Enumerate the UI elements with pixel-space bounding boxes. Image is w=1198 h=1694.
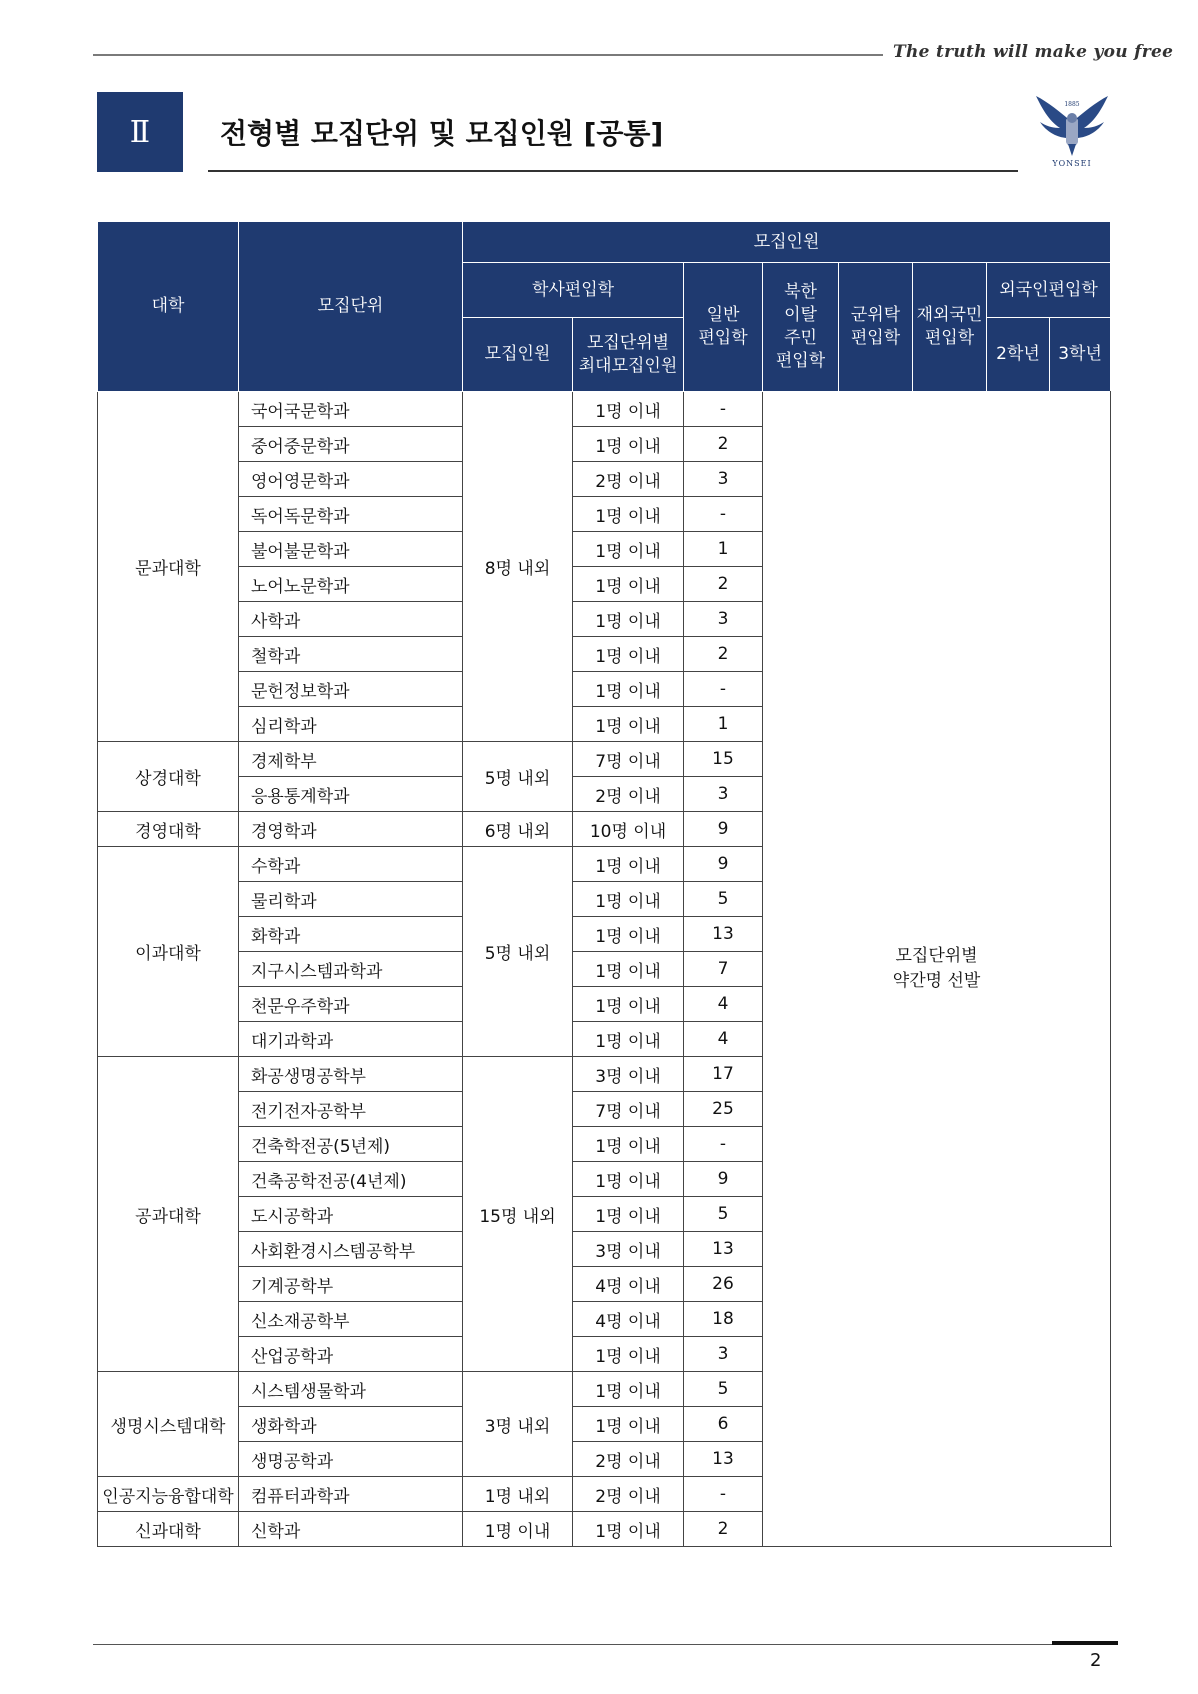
university-motto: The truth will make you free [893, 42, 1174, 62]
general-transfer-cell: 26 [684, 1267, 763, 1302]
bachelor-max-cell: 2명 이내 [573, 462, 684, 497]
unit-cell: 전기전자공학부 [239, 1092, 463, 1127]
general-transfer-cell: 2 [684, 1512, 763, 1547]
general-transfer-cell: 5 [684, 1197, 763, 1232]
bachelor-max-cell: 1명 이내 [573, 987, 684, 1022]
bachelor-count-cell: 1명 이내 [463, 1512, 573, 1547]
bachelor-max-cell: 2명 이내 [573, 1477, 684, 1512]
page-number: 2 [1090, 1650, 1102, 1671]
bachelor-max-cell: 1명 이내 [573, 637, 684, 672]
general-transfer-cell: 3 [684, 777, 763, 812]
general-transfer-cell: 13 [684, 1232, 763, 1267]
header-nk-defector-transfer: 북한 이탈 주민 편입학 [763, 263, 839, 392]
general-transfer-cell: 7 [684, 952, 763, 987]
bachelor-count-cell: 6명 내외 [463, 812, 573, 847]
bachelor-max-cell: 4명 이내 [573, 1302, 684, 1337]
bachelor-max-cell: 1명 이내 [573, 497, 684, 532]
general-transfer-cell: 9 [684, 847, 763, 882]
unit-cell: 심리학과 [239, 707, 463, 742]
bachelor-max-cell: 1명 이내 [573, 1512, 684, 1547]
header-general-transfer: 일반 편입학 [684, 263, 763, 392]
bachelor-max-cell: 1명 이내 [573, 1022, 684, 1057]
unit-cell: 천문우주학과 [239, 987, 463, 1022]
unit-cell: 수학과 [239, 847, 463, 882]
header-foreign-transfer: 외국인편입학 [987, 263, 1111, 318]
college-cell: 공과대학 [98, 1057, 239, 1372]
unit-cell: 대기과학과 [239, 1022, 463, 1057]
unit-cell: 중어중문학과 [239, 427, 463, 462]
unit-cell: 건축학전공(5년제) [239, 1127, 463, 1162]
bachelor-max-cell: 1명 이내 [573, 1127, 684, 1162]
bachelor-max-cell: 4명 이내 [573, 1267, 684, 1302]
header-rule [93, 54, 883, 56]
title-underline [208, 170, 1018, 172]
header-overseas-transfer: 재외국민 편입학 [913, 263, 987, 392]
bachelor-max-cell: 2명 이내 [573, 1442, 684, 1477]
bachelor-max-cell: 1명 이내 [573, 952, 684, 987]
bachelor-count-cell: 8명 내외 [463, 392, 573, 742]
bachelor-max-cell: 1명 이내 [573, 672, 684, 707]
unit-cell: 지구시스템과학과 [239, 952, 463, 987]
unit-cell: 산업공학과 [239, 1337, 463, 1372]
unit-cell: 철학과 [239, 637, 463, 672]
header-grade-2: 2학년 [987, 318, 1050, 392]
unit-cell: 물리학과 [239, 882, 463, 917]
table-row [98, 392, 1111, 427]
unit-cell: 시스템생물학과 [239, 1372, 463, 1407]
merged-note-cell: 모집단위별 약간명 선발 [763, 392, 1111, 1547]
general-transfer-cell: 17 [684, 1057, 763, 1092]
unit-cell: 사학과 [239, 602, 463, 637]
footer-rule [93, 1644, 1115, 1645]
unit-cell: 사회환경시스템공학부 [239, 1232, 463, 1267]
unit-cell: 도시공학과 [239, 1197, 463, 1232]
recruitment-table [97, 221, 1111, 1547]
college-cell: 이과대학 [98, 847, 239, 1057]
unit-cell: 생화학과 [239, 1407, 463, 1442]
section-title: 전형별 모집단위 및 모집인원 [공통] [220, 117, 664, 150]
unit-cell: 화학과 [239, 917, 463, 952]
general-transfer-cell: 6 [684, 1407, 763, 1442]
general-transfer-cell: 13 [684, 917, 763, 952]
bachelor-max-cell: 1명 이내 [573, 602, 684, 637]
unit-cell: 경제학부 [239, 742, 463, 777]
bachelor-max-cell: 1명 이내 [573, 427, 684, 462]
general-transfer-cell: 9 [684, 812, 763, 847]
bachelor-max-cell: 1명 이내 [573, 1162, 684, 1197]
unit-cell: 컴퓨터과학과 [239, 1477, 463, 1512]
general-transfer-cell: 2 [684, 427, 763, 462]
bachelor-count-cell: 5명 내외 [463, 847, 573, 1057]
general-transfer-cell: 3 [684, 462, 763, 497]
unit-cell: 생명공학과 [239, 1442, 463, 1477]
general-transfer-cell: 9 [684, 1162, 763, 1197]
bachelor-count-cell: 1명 내외 [463, 1477, 573, 1512]
bachelor-max-cell: 1명 이내 [573, 707, 684, 742]
header-bachelor-transfer: 학사편입학 [463, 263, 684, 318]
bachelor-count-cell: 5명 내외 [463, 742, 573, 812]
general-transfer-cell: - [684, 497, 763, 532]
bachelor-max-cell: 1명 이내 [573, 882, 684, 917]
general-transfer-cell: - [684, 672, 763, 707]
general-transfer-cell: 25 [684, 1092, 763, 1127]
header-military-transfer: 군위탁 편입학 [839, 263, 913, 392]
general-transfer-cell: 1 [684, 707, 763, 742]
general-transfer-cell: 18 [684, 1302, 763, 1337]
unit-cell: 경영학과 [239, 812, 463, 847]
general-transfer-cell: - [684, 392, 763, 427]
bachelor-max-cell: 1명 이내 [573, 532, 684, 567]
unit-cell: 기계공학부 [239, 1267, 463, 1302]
general-transfer-cell: 1 [684, 532, 763, 567]
bachelor-max-cell: 3명 이내 [573, 1232, 684, 1267]
general-transfer-cell: - [684, 1477, 763, 1512]
college-cell: 문과대학 [98, 392, 239, 742]
bachelor-max-cell: 7명 이내 [573, 742, 684, 777]
bachelor-count-cell: 15명 내외 [463, 1057, 573, 1372]
college-cell: 생명시스템대학 [98, 1372, 239, 1477]
unit-cell: 영어영문학과 [239, 462, 463, 497]
unit-cell: 신학과 [239, 1512, 463, 1547]
bachelor-max-cell: 7명 이내 [573, 1092, 684, 1127]
header-grade-3: 3학년 [1050, 318, 1111, 392]
bachelor-max-cell: 10명 이내 [573, 812, 684, 847]
bachelor-count-cell: 3명 내외 [463, 1372, 573, 1477]
college-cell: 경영대학 [98, 812, 239, 847]
header-college: 대학 [98, 222, 239, 392]
college-cell: 신과대학 [98, 1512, 239, 1547]
unit-cell: 응용통계학과 [239, 777, 463, 812]
section-number-box [97, 92, 183, 172]
unit-cell: 독어독문학과 [239, 497, 463, 532]
unit-cell: 화공생명공학부 [239, 1057, 463, 1092]
bachelor-max-cell: 1명 이내 [573, 917, 684, 952]
section-number: Ⅱ [129, 114, 151, 150]
bachelor-max-cell: 1명 이내 [573, 1337, 684, 1372]
logo-year: 1885 [1064, 101, 1080, 108]
bachelor-max-cell: 3명 이내 [573, 1057, 684, 1092]
bachelor-max-cell: 2명 이내 [573, 777, 684, 812]
bachelor-max-cell: 1명 이내 [573, 1372, 684, 1407]
bachelor-max-cell: 1명 이내 [573, 1197, 684, 1232]
general-transfer-cell: 13 [684, 1442, 763, 1477]
logo-wordmark: YONSEI [1052, 159, 1092, 168]
unit-cell: 노어노문학과 [239, 567, 463, 602]
general-transfer-cell: 15 [684, 742, 763, 777]
header-bachelor-max: 모집단위별 최대모집인원 [573, 318, 684, 392]
bachelor-max-cell: 1명 이내 [573, 392, 684, 427]
college-cell: 상경대학 [98, 742, 239, 812]
header-unit: 모집단위 [239, 222, 463, 392]
general-transfer-cell: - [684, 1127, 763, 1162]
unit-cell: 국어국문학과 [239, 392, 463, 427]
unit-cell: 건축공학전공(4년제) [239, 1162, 463, 1197]
unit-cell: 신소재공학부 [239, 1302, 463, 1337]
general-transfer-cell: 3 [684, 1337, 763, 1372]
general-transfer-cell: 5 [684, 1372, 763, 1407]
footer-mark [1052, 1641, 1118, 1645]
header-recruit: 모집인원 [463, 222, 1111, 263]
general-transfer-cell: 2 [684, 637, 763, 672]
general-transfer-cell: 5 [684, 882, 763, 917]
general-transfer-cell: 4 [684, 987, 763, 1022]
header-bachelor-count: 모집인원 [463, 318, 573, 392]
college-cell: 인공지능융합대학 [98, 1477, 239, 1512]
bachelor-max-cell: 1명 이내 [573, 847, 684, 882]
unit-cell: 문헌정보학과 [239, 672, 463, 707]
unit-cell: 불어불문학과 [239, 532, 463, 567]
bachelor-max-cell: 1명 이내 [573, 1407, 684, 1442]
general-transfer-cell: 2 [684, 567, 763, 602]
general-transfer-cell: 4 [684, 1022, 763, 1057]
general-transfer-cell: 3 [684, 602, 763, 637]
bachelor-max-cell: 1명 이내 [573, 567, 684, 602]
